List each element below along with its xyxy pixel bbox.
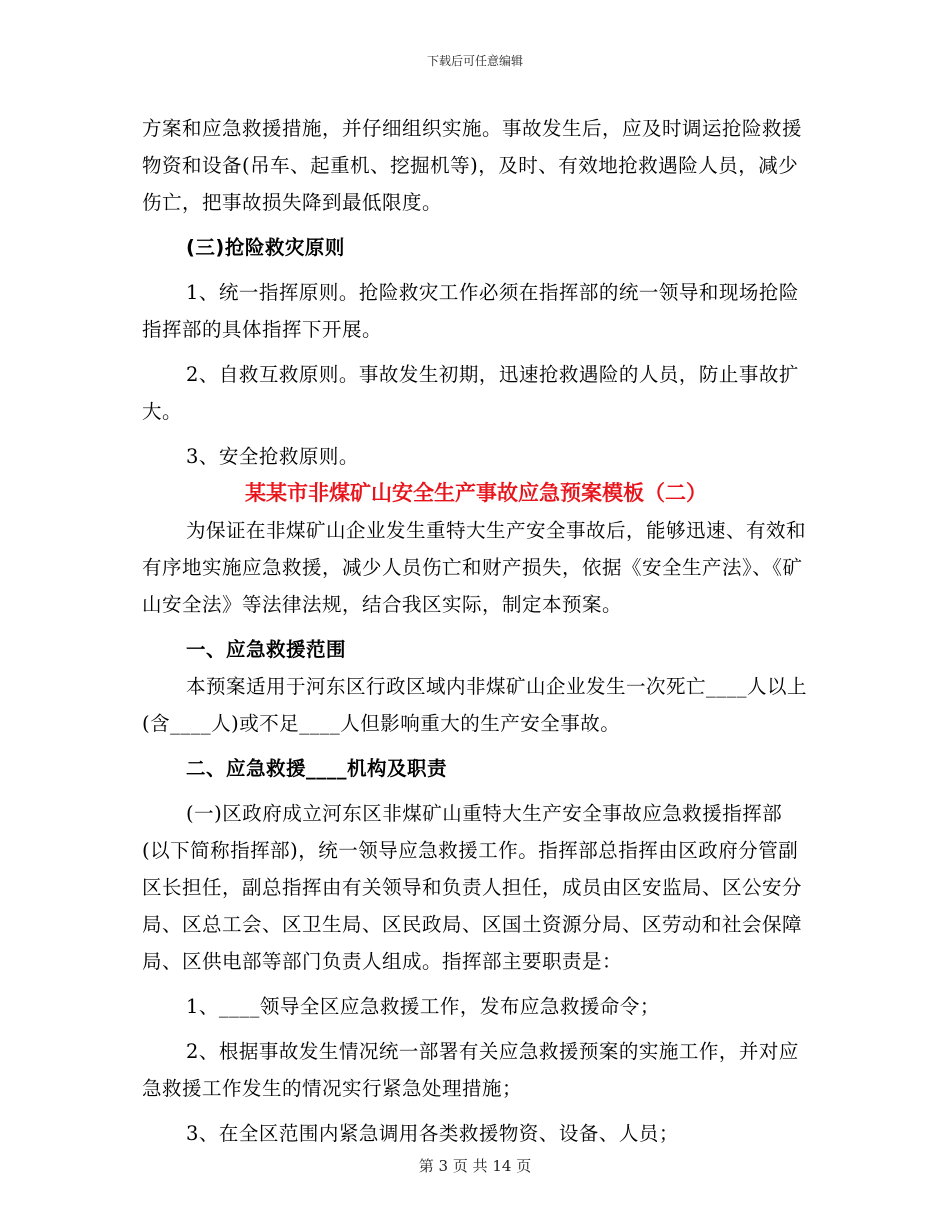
document-title: 某某市非煤矿山安全生产事故应急预案模板（二） [245,481,707,505]
document-body [142,110,810,1152]
page-header: 下载后可任意编辑 [426,54,523,68]
paragraph: 1、统一指挥原则。抢险救灾工作必须在指挥部的统一领导和现场抢险指挥部的具体指挥下开展。 [142,281,799,341]
section-heading: 一、应急救援范围 [186,638,347,661]
paragraph: 3、安全抢救原则。 [186,445,359,468]
list-item: 3、在全区范围内紧急调用各类救援物资、设备、人员； [186,1122,679,1145]
page-footer: 第 3 页 共 14 页 [418,1157,532,1175]
paragraph: (一)区政府成立河东区非煤矿山重特大生产安全事故应急救援指挥部(以下简称指挥部)，统一领导应急救援工作。指挥部总指挥由区政府分管副区长担任，副总指挥由有关领导和负责人担任，成员由区安监局、区公安分局、区总工会、区卫生局、区民政局、区国土资源分局、区劳动和社会保障局、区供电部等部门负责人组成。指挥部主要职责是： [142,802,803,973]
paragraph: 方案和应急救援措施，并仔细组织实施。事故发生后，应及时调运抢险救援物资和设备(吊车、起重机、挖掘机等)，及时、有效地抢救遇险人员，减少伤亡，把事故损失降到最低限度。 [142,117,803,214]
list-item: 1、____领导全区应急救援工作，发布应急救援命令； [186,995,660,1018]
paragraph: 为保证在非煤矿山企业发生重特大生产安全事故后，能够迅速、有效和有序地实施应急救援，减少人员伤亡和财产损失，依据《安全生产法》、《矿山安全法》等法律法规，结合我区实际，制定本预案。 [142,519,807,616]
paragraph: 本预案适用于河东区行政区域内非煤矿山企业发生一次死亡____人以上(含____人)或不足____人但影响重大的生产安全事故。 [142,675,808,735]
section-heading: (三)抢险救灾原则 [186,236,345,259]
list-item: 2、根据事故发生情况统一部署有关应急救援预案的实施工作，并对应急救援工作发生的情况实行紧急处理措施； [142,1040,799,1100]
paragraph: 2、自救互救原则。事故发生初期，迅速抢救遇险的人员，防止事故扩大。 [142,363,799,423]
section-heading: 二、应急救援____机构及职责 [186,757,448,780]
